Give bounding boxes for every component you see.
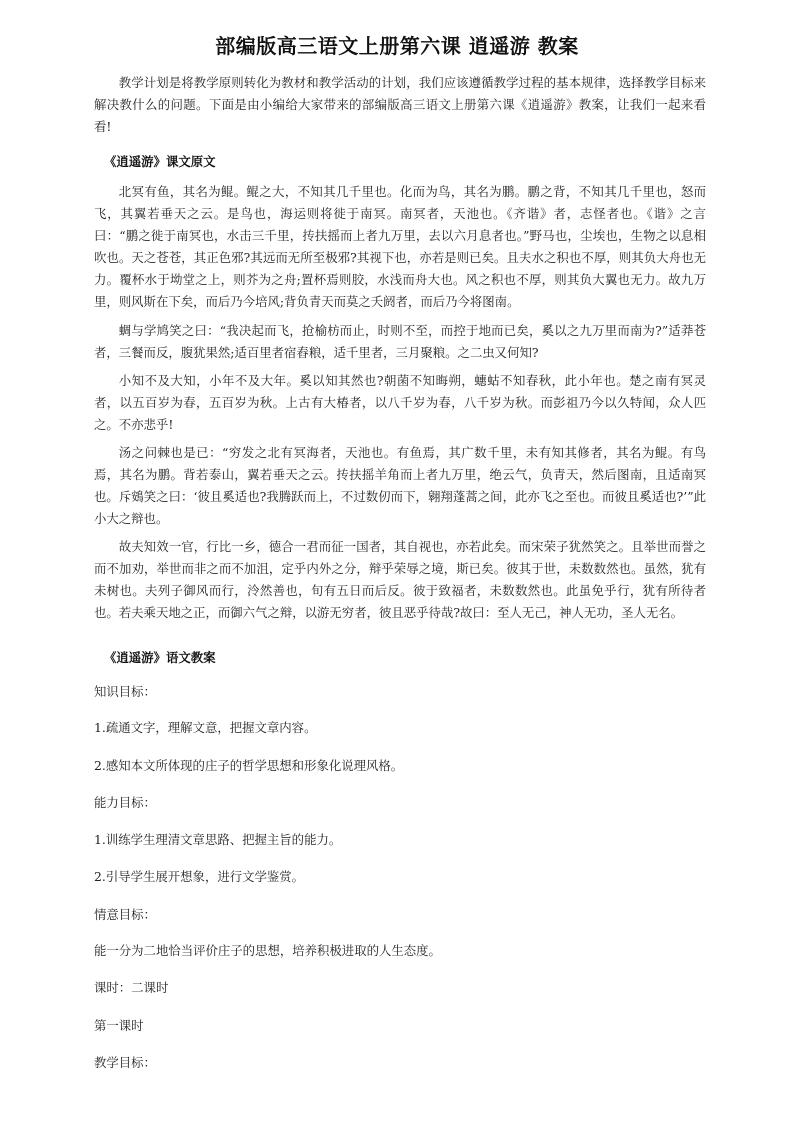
text-paragraph-5: 故夫知效一官，行比一乡，德合一君而征一国者，其自视也，亦若此矣。而宋荣子犹然笑之。且举世而誉之而不加劝，举世而非之而不加沮，定乎内外之分，辩乎荣辱之境，斯已矣。彼其于世，未数数然也。虽然，犹有未树也。夫列子御风而行，泠然善也，旬有五日而后反。彼于致福者，未数数然也。此虽免乎行，犹有所待者也。若夫乘天地之正，而御六气之辩，以游无穷者，彼且恶乎待哉?故曰：至人无己，神人无功，圣人无名。 bbox=[94, 539, 706, 620]
text-paragraph-2: 蜩与学鸠笑之曰：“我决起而飞，抢榆枋而止，时则不至，而控于地而已矣，奚以之九万里而南为?”适莽苍者，三餐而反，腹犹果然;适百里者宿舂粮，适千里者，三月聚粮。之二虫又何知? bbox=[94, 323, 706, 360]
lesson-line: 第一课时 bbox=[94, 1018, 144, 1033]
section-heading-original-text: 《逍遥游》课文原文 bbox=[104, 154, 216, 169]
lesson-line: 教学目标： bbox=[94, 1055, 156, 1070]
lesson-line: 1.训练学生理清文章思路、把握主旨的能力。 bbox=[94, 832, 342, 847]
lesson-line: 2.引导学生展开想象，进行文学鉴赏。 bbox=[94, 869, 305, 884]
text-paragraph-4: 汤之问棘也是已：“穷发之北有冥海者，天池也。有鱼焉，其广数千里，未有知其修者，其名为鲲。有鸟焉，其名为鹏。背若泰山，翼若垂天之云。抟扶摇羊角而上者九万里，绝云气，负青天，然后图南，且适南冥也。斥鴳笑之曰：‘彼且奚适也?我腾跃而上，不过数仞而下，翱翔蓬蒿之间，此亦飞之至也。而彼且奚适也?’”此小大之辩也。 bbox=[94, 445, 706, 526]
section-heading-lesson-plan: 《逍遥游》语文教案 bbox=[104, 650, 216, 665]
lesson-line: 2.感知本文所体现的庄子的哲学思想和形象化说理风格。 bbox=[94, 758, 404, 773]
lesson-line: 能力目标： bbox=[94, 795, 156, 810]
lesson-line: 知识目标： bbox=[94, 684, 156, 699]
text-paragraph-3: 小知不及大知，小年不及大年。奚以知其然也?朝菌不知晦朔，蟪蛄不知春秋，此小年也。楚之南有冥灵者，以五百岁为春，五百岁为秋。上古有大椿者，以八千岁为春，八千岁为秋。而彭祖乃今以久特闻，众人匹之。不亦悲乎! bbox=[94, 373, 706, 432]
page-title: 部编版高三语文上册第六课 逍遥游 教案 bbox=[215, 34, 579, 58]
lesson-line: 情意目标： bbox=[94, 907, 156, 922]
lesson-line: 1.疏通文字，理解文意，把握文章内容。 bbox=[94, 720, 317, 735]
text-paragraph-1: 北冥有鱼，其名为鲲。鲲之大，不知其几千里也。化而为鸟，其名为鹏。鹏之背，不知其几千里也，怒而飞，其翼若垂天之云。是鸟也，海运则将徙于南冥。南冥者，天池也。《齐谐》者，志怪者也。《谐》之言曰：“鹏之徙于南冥也，水击三千里，抟扶摇而上者九万里，去以六月息者也。”野马也，尘埃也，生物之以息相吹也。天之苍苍，其正色邪?其远而无所至极邪?其视下也，亦若是则已矣。且夫水之积也不厚，则其负大舟也无力。覆杯水于坳堂之上，则芥为之舟;置杯焉则胶，水浅而舟大也。风之积也不厚，则其负大翼也无力。故九万里，则风斯在下矣，而后乃今培风;背负青天而莫之夭阏者，而后乃今将图南。 bbox=[94, 184, 706, 309]
lesson-line: 能一分为二地恰当评价庄子的思想，培养积极进取的人生态度。 bbox=[94, 943, 441, 958]
lesson-line: 课时：二课时 bbox=[94, 980, 169, 995]
intro-paragraph: 教学计划是将教学原则转化为教材和教学活动的计划，我们应该遵循教学过程的基本规律，选择教学目标来解决教什么的问题。下面是由小编给大家带来的部编版高三语文上册第六课《逍遥游》教案，让我们一起来看看! bbox=[94, 75, 706, 134]
